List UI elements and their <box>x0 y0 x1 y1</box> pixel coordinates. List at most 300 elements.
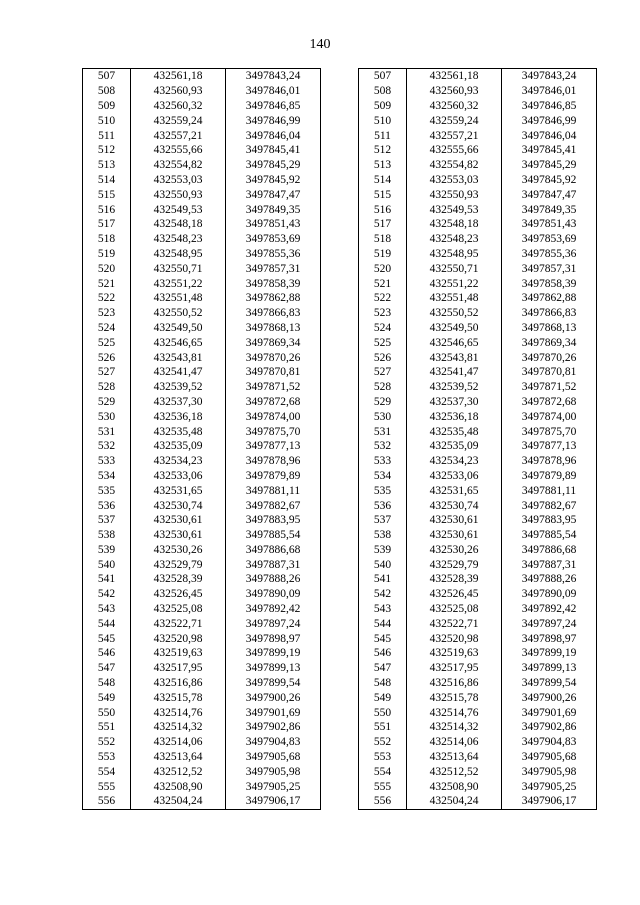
left-point-number-cell: 554 <box>83 764 131 779</box>
left-point-number-cell: 551 <box>83 720 131 735</box>
left-point-number-cell: 513 <box>83 158 131 173</box>
right-point-number-cell: 521 <box>359 276 407 291</box>
right-y-coordinate-cell: 3497845,29 <box>502 158 597 173</box>
left-x-coordinate-cell: 432548,23 <box>131 232 226 247</box>
right-x-coordinate-cell: 432543,81 <box>407 350 502 365</box>
column-gap <box>321 217 359 232</box>
right-x-coordinate-cell: 432534,23 <box>407 454 502 469</box>
right-y-coordinate-cell: 3497885,54 <box>502 528 597 543</box>
right-point-number-cell: 556 <box>359 794 407 809</box>
right-x-coordinate-cell: 432514,06 <box>407 735 502 750</box>
right-x-coordinate-cell: 432530,61 <box>407 513 502 528</box>
right-y-coordinate-cell: 3497899,13 <box>502 661 597 676</box>
right-y-coordinate-cell: 3497862,88 <box>502 291 597 306</box>
right-point-number-cell: 546 <box>359 646 407 661</box>
column-gap <box>321 143 359 158</box>
left-x-coordinate-cell: 432555,66 <box>131 143 226 158</box>
column-gap <box>321 794 359 809</box>
right-point-number-cell: 511 <box>359 128 407 143</box>
right-y-coordinate-cell: 3497868,13 <box>502 321 597 336</box>
left-y-coordinate-cell: 3497845,92 <box>226 173 321 188</box>
right-y-coordinate-cell: 3497883,95 <box>502 513 597 528</box>
left-y-coordinate-cell: 3497906,17 <box>226 794 321 809</box>
table-row <box>83 113 597 128</box>
column-gap <box>321 587 359 602</box>
column-gap <box>321 483 359 498</box>
left-point-number-cell: 539 <box>83 543 131 558</box>
left-x-coordinate-cell: 432550,93 <box>131 187 226 202</box>
right-y-coordinate-cell: 3497899,19 <box>502 646 597 661</box>
right-point-number-cell: 539 <box>359 543 407 558</box>
right-x-coordinate-cell: 432560,32 <box>407 99 502 114</box>
left-point-number-cell: 544 <box>83 616 131 631</box>
column-gap <box>321 439 359 454</box>
right-y-coordinate-cell: 3497870,81 <box>502 365 597 380</box>
column-gap <box>321 187 359 202</box>
left-point-number-cell: 509 <box>83 99 131 114</box>
left-point-number-cell: 512 <box>83 143 131 158</box>
column-gap <box>321 321 359 336</box>
right-x-coordinate-cell: 432548,23 <box>407 232 502 247</box>
right-x-coordinate-cell: 432548,18 <box>407 217 502 232</box>
left-x-coordinate-cell: 432517,95 <box>131 661 226 676</box>
table-row <box>83 128 597 143</box>
right-y-coordinate-cell: 3497858,39 <box>502 276 597 291</box>
left-y-coordinate-cell: 3497887,31 <box>226 557 321 572</box>
right-x-coordinate-cell: 432546,65 <box>407 335 502 350</box>
left-x-coordinate-cell: 432536,18 <box>131 409 226 424</box>
left-y-coordinate-cell: 3497855,36 <box>226 247 321 262</box>
left-x-coordinate-cell: 432530,61 <box>131 513 226 528</box>
right-y-coordinate-cell: 3497886,68 <box>502 543 597 558</box>
column-gap <box>321 247 359 262</box>
table-row <box>83 705 597 720</box>
left-point-number-cell: 529 <box>83 395 131 410</box>
right-x-coordinate-cell: 432515,78 <box>407 690 502 705</box>
table-row <box>83 291 597 306</box>
column-gap <box>321 779 359 794</box>
table-row <box>83 587 597 602</box>
column-gap <box>321 291 359 306</box>
left-point-number-cell: 507 <box>83 69 131 84</box>
right-x-coordinate-cell: 432516,86 <box>407 676 502 691</box>
table-row <box>83 572 597 587</box>
table-row <box>83 661 597 676</box>
left-x-coordinate-cell: 432519,63 <box>131 646 226 661</box>
table-row <box>83 173 597 188</box>
right-x-coordinate-cell: 432548,95 <box>407 247 502 262</box>
table-row <box>83 365 597 380</box>
left-x-coordinate-cell: 432533,06 <box>131 469 226 484</box>
column-gap <box>321 306 359 321</box>
table-row <box>83 646 597 661</box>
right-x-coordinate-cell: 432528,39 <box>407 572 502 587</box>
right-y-coordinate-cell: 3497901,69 <box>502 705 597 720</box>
left-y-coordinate-cell: 3497902,86 <box>226 720 321 735</box>
right-point-number-cell: 549 <box>359 690 407 705</box>
left-x-coordinate-cell: 432514,32 <box>131 720 226 735</box>
left-y-coordinate-cell: 3497901,69 <box>226 705 321 720</box>
table-row <box>83 276 597 291</box>
right-point-number-cell: 520 <box>359 261 407 276</box>
table-row <box>83 543 597 558</box>
left-y-coordinate-cell: 3497904,83 <box>226 735 321 750</box>
left-x-coordinate-cell: 432548,18 <box>131 217 226 232</box>
column-gap <box>321 158 359 173</box>
left-point-number-cell: 516 <box>83 202 131 217</box>
right-y-coordinate-cell: 3497900,26 <box>502 690 597 705</box>
left-point-number-cell: 555 <box>83 779 131 794</box>
right-y-coordinate-cell: 3497874,00 <box>502 409 597 424</box>
left-x-coordinate-cell: 432551,22 <box>131 276 226 291</box>
right-x-coordinate-cell: 432554,82 <box>407 158 502 173</box>
table-row <box>83 720 597 735</box>
table-row <box>83 602 597 617</box>
right-point-number-cell: 527 <box>359 365 407 380</box>
right-x-coordinate-cell: 432549,53 <box>407 202 502 217</box>
right-point-number-cell: 525 <box>359 335 407 350</box>
table-row <box>83 395 597 410</box>
left-x-coordinate-cell: 432512,52 <box>131 764 226 779</box>
column-gap <box>321 661 359 676</box>
left-x-coordinate-cell: 432528,39 <box>131 572 226 587</box>
left-point-number-cell: 514 <box>83 173 131 188</box>
column-gap <box>321 395 359 410</box>
left-y-coordinate-cell: 3497885,54 <box>226 528 321 543</box>
right-y-coordinate-cell: 3497905,25 <box>502 779 597 794</box>
left-x-coordinate-cell: 432550,71 <box>131 261 226 276</box>
left-point-number-cell: 521 <box>83 276 131 291</box>
right-y-coordinate-cell: 3497906,17 <box>502 794 597 809</box>
right-y-coordinate-cell: 3497897,24 <box>502 616 597 631</box>
right-y-coordinate-cell: 3497849,35 <box>502 202 597 217</box>
left-point-number-cell: 537 <box>83 513 131 528</box>
left-y-coordinate-cell: 3497857,31 <box>226 261 321 276</box>
left-y-coordinate-cell: 3497883,95 <box>226 513 321 528</box>
column-gap <box>321 690 359 705</box>
left-point-number-cell: 522 <box>83 291 131 306</box>
column-gap <box>321 424 359 439</box>
table-row <box>83 483 597 498</box>
column-gap <box>321 409 359 424</box>
right-y-coordinate-cell: 3497846,04 <box>502 128 597 143</box>
right-x-coordinate-cell: 432560,93 <box>407 84 502 99</box>
column-gap <box>321 128 359 143</box>
left-x-coordinate-cell: 432516,86 <box>131 676 226 691</box>
table-row <box>83 69 597 84</box>
left-y-coordinate-cell: 3497905,68 <box>226 750 321 765</box>
right-point-number-cell: 516 <box>359 202 407 217</box>
left-point-number-cell: 525 <box>83 335 131 350</box>
right-x-coordinate-cell: 432537,30 <box>407 395 502 410</box>
left-point-number-cell: 528 <box>83 380 131 395</box>
left-y-coordinate-cell: 3497871,52 <box>226 380 321 395</box>
right-y-coordinate-cell: 3497887,31 <box>502 557 597 572</box>
right-point-number-cell: 523 <box>359 306 407 321</box>
right-y-coordinate-cell: 3497899,54 <box>502 676 597 691</box>
left-x-coordinate-cell: 432559,24 <box>131 113 226 128</box>
left-x-coordinate-cell: 432553,03 <box>131 173 226 188</box>
right-x-coordinate-cell: 432526,45 <box>407 587 502 602</box>
left-point-number-cell: 543 <box>83 602 131 617</box>
left-point-number-cell: 531 <box>83 424 131 439</box>
table-row <box>83 439 597 454</box>
right-x-coordinate-cell: 432551,48 <box>407 291 502 306</box>
left-y-coordinate-cell: 3497853,69 <box>226 232 321 247</box>
left-y-coordinate-cell: 3497886,68 <box>226 543 321 558</box>
right-x-coordinate-cell: 432504,24 <box>407 794 502 809</box>
right-point-number-cell: 509 <box>359 99 407 114</box>
left-point-number-cell: 524 <box>83 321 131 336</box>
right-point-number-cell: 552 <box>359 735 407 750</box>
left-x-coordinate-cell: 432520,98 <box>131 631 226 646</box>
table-row <box>83 424 597 439</box>
right-point-number-cell: 518 <box>359 232 407 247</box>
column-gap <box>321 557 359 572</box>
right-x-coordinate-cell: 432529,79 <box>407 557 502 572</box>
column-gap <box>321 528 359 543</box>
table-row <box>83 217 597 232</box>
table-row <box>83 143 597 158</box>
left-point-number-cell: 527 <box>83 365 131 380</box>
table-row <box>83 676 597 691</box>
left-y-coordinate-cell: 3497890,09 <box>226 587 321 602</box>
left-x-coordinate-cell: 432531,65 <box>131 483 226 498</box>
table-row <box>83 335 597 350</box>
right-x-coordinate-cell: 432536,18 <box>407 409 502 424</box>
right-y-coordinate-cell: 3497845,41 <box>502 143 597 158</box>
right-point-number-cell: 508 <box>359 84 407 99</box>
right-y-coordinate-cell: 3497851,43 <box>502 217 597 232</box>
right-x-coordinate-cell: 432519,63 <box>407 646 502 661</box>
left-y-coordinate-cell: 3497858,39 <box>226 276 321 291</box>
left-point-number-cell: 535 <box>83 483 131 498</box>
column-gap <box>321 350 359 365</box>
left-y-coordinate-cell: 3497870,81 <box>226 365 321 380</box>
right-y-coordinate-cell: 3497902,86 <box>502 720 597 735</box>
right-y-coordinate-cell: 3497870,26 <box>502 350 597 365</box>
right-x-coordinate-cell: 432531,65 <box>407 483 502 498</box>
left-y-coordinate-cell: 3497905,25 <box>226 779 321 794</box>
left-point-number-cell: 545 <box>83 631 131 646</box>
right-point-number-cell: 522 <box>359 291 407 306</box>
right-x-coordinate-cell: 432514,32 <box>407 720 502 735</box>
column-gap <box>321 173 359 188</box>
left-y-coordinate-cell: 3497846,85 <box>226 99 321 114</box>
left-y-coordinate-cell: 3497862,88 <box>226 291 321 306</box>
right-y-coordinate-cell: 3497871,52 <box>502 380 597 395</box>
left-point-number-cell: 515 <box>83 187 131 202</box>
right-point-number-cell: 534 <box>359 469 407 484</box>
table-row <box>83 321 597 336</box>
right-x-coordinate-cell: 432520,98 <box>407 631 502 646</box>
left-y-coordinate-cell: 3497905,98 <box>226 764 321 779</box>
right-y-coordinate-cell: 3497890,09 <box>502 587 597 602</box>
left-y-coordinate-cell: 3497866,83 <box>226 306 321 321</box>
right-point-number-cell: 547 <box>359 661 407 676</box>
table-row <box>83 631 597 646</box>
right-x-coordinate-cell: 432517,95 <box>407 661 502 676</box>
right-y-coordinate-cell: 3497866,83 <box>502 306 597 321</box>
right-y-coordinate-cell: 3497875,70 <box>502 424 597 439</box>
right-point-number-cell: 530 <box>359 409 407 424</box>
table-row <box>83 498 597 513</box>
left-y-coordinate-cell: 3497881,11 <box>226 483 321 498</box>
right-point-number-cell: 526 <box>359 350 407 365</box>
left-y-coordinate-cell: 3497899,13 <box>226 661 321 676</box>
column-gap <box>321 261 359 276</box>
left-y-coordinate-cell: 3497846,99 <box>226 113 321 128</box>
right-point-number-cell: 510 <box>359 113 407 128</box>
left-y-coordinate-cell: 3497872,68 <box>226 395 321 410</box>
left-x-coordinate-cell: 432526,45 <box>131 587 226 602</box>
left-x-coordinate-cell: 432508,90 <box>131 779 226 794</box>
column-gap <box>321 335 359 350</box>
right-point-number-cell: 544 <box>359 616 407 631</box>
right-point-number-cell: 514 <box>359 173 407 188</box>
right-point-number-cell: 535 <box>359 483 407 498</box>
column-gap <box>321 676 359 691</box>
left-x-coordinate-cell: 432537,30 <box>131 395 226 410</box>
right-x-coordinate-cell: 432555,66 <box>407 143 502 158</box>
left-x-coordinate-cell: 432530,26 <box>131 543 226 558</box>
right-x-coordinate-cell: 432557,21 <box>407 128 502 143</box>
left-y-coordinate-cell: 3497851,43 <box>226 217 321 232</box>
left-point-number-cell: 540 <box>83 557 131 572</box>
table-row <box>83 557 597 572</box>
table-row <box>83 350 597 365</box>
right-point-number-cell: 545 <box>359 631 407 646</box>
table-row <box>83 187 597 202</box>
column-gap <box>321 543 359 558</box>
right-point-number-cell: 517 <box>359 217 407 232</box>
right-y-coordinate-cell: 3497882,67 <box>502 498 597 513</box>
table-row <box>83 764 597 779</box>
column-gap <box>321 750 359 765</box>
table-row <box>83 158 597 173</box>
right-y-coordinate-cell: 3497869,34 <box>502 335 597 350</box>
column-gap <box>321 113 359 128</box>
left-x-coordinate-cell: 432560,93 <box>131 84 226 99</box>
right-point-number-cell: 540 <box>359 557 407 572</box>
left-x-coordinate-cell: 432557,21 <box>131 128 226 143</box>
right-point-number-cell: 512 <box>359 143 407 158</box>
table-row <box>83 513 597 528</box>
right-y-coordinate-cell: 3497877,13 <box>502 439 597 454</box>
left-y-coordinate-cell: 3497846,04 <box>226 128 321 143</box>
right-y-coordinate-cell: 3497846,01 <box>502 84 597 99</box>
right-x-coordinate-cell: 432514,76 <box>407 705 502 720</box>
left-y-coordinate-cell: 3497845,41 <box>226 143 321 158</box>
left-y-coordinate-cell: 3497899,19 <box>226 646 321 661</box>
left-point-number-cell: 547 <box>83 661 131 676</box>
left-point-number-cell: 533 <box>83 454 131 469</box>
right-y-coordinate-cell: 3497905,68 <box>502 750 597 765</box>
right-x-coordinate-cell: 432550,93 <box>407 187 502 202</box>
left-point-number-cell: 538 <box>83 528 131 543</box>
right-point-number-cell: 529 <box>359 395 407 410</box>
left-x-coordinate-cell: 432530,74 <box>131 498 226 513</box>
left-y-coordinate-cell: 3497897,24 <box>226 616 321 631</box>
column-gap <box>321 498 359 513</box>
left-y-coordinate-cell: 3497869,34 <box>226 335 321 350</box>
column-gap <box>321 735 359 750</box>
column-gap <box>321 276 359 291</box>
right-point-number-cell: 507 <box>359 69 407 84</box>
right-x-coordinate-cell: 432559,24 <box>407 113 502 128</box>
left-point-number-cell: 520 <box>83 261 131 276</box>
right-point-number-cell: 551 <box>359 720 407 735</box>
table-row <box>83 261 597 276</box>
left-x-coordinate-cell: 432548,95 <box>131 247 226 262</box>
right-y-coordinate-cell: 3497855,36 <box>502 247 597 262</box>
left-point-number-cell: 530 <box>83 409 131 424</box>
table-row <box>83 380 597 395</box>
left-x-coordinate-cell: 432514,76 <box>131 705 226 720</box>
left-x-coordinate-cell: 432551,48 <box>131 291 226 306</box>
right-point-number-cell: 532 <box>359 439 407 454</box>
right-point-number-cell: 524 <box>359 321 407 336</box>
right-y-coordinate-cell: 3497878,96 <box>502 454 597 469</box>
table-row <box>83 306 597 321</box>
left-x-coordinate-cell: 432513,64 <box>131 750 226 765</box>
table-row <box>83 735 597 750</box>
column-gap <box>321 616 359 631</box>
left-point-number-cell: 532 <box>83 439 131 454</box>
right-x-coordinate-cell: 432530,74 <box>407 498 502 513</box>
left-point-number-cell: 510 <box>83 113 131 128</box>
table-row <box>83 409 597 424</box>
right-point-number-cell: 528 <box>359 380 407 395</box>
table-row <box>83 247 597 262</box>
right-x-coordinate-cell: 432553,03 <box>407 173 502 188</box>
left-x-coordinate-cell: 432546,65 <box>131 335 226 350</box>
right-x-coordinate-cell: 432535,09 <box>407 439 502 454</box>
left-x-coordinate-cell: 432504,24 <box>131 794 226 809</box>
right-point-number-cell: 543 <box>359 602 407 617</box>
table-row <box>83 616 597 631</box>
right-x-coordinate-cell: 432550,71 <box>407 261 502 276</box>
left-y-coordinate-cell: 3497898,97 <box>226 631 321 646</box>
left-x-coordinate-cell: 432514,06 <box>131 735 226 750</box>
table-row <box>83 794 597 809</box>
left-y-coordinate-cell: 3497875,70 <box>226 424 321 439</box>
table-row <box>83 528 597 543</box>
column-gap <box>321 99 359 114</box>
left-point-number-cell: 518 <box>83 232 131 247</box>
left-x-coordinate-cell: 432560,32 <box>131 99 226 114</box>
column-gap <box>321 454 359 469</box>
right-point-number-cell: 536 <box>359 498 407 513</box>
right-x-coordinate-cell: 432550,52 <box>407 306 502 321</box>
right-y-coordinate-cell: 3497857,31 <box>502 261 597 276</box>
left-x-coordinate-cell: 432535,09 <box>131 439 226 454</box>
left-point-number-cell: 552 <box>83 735 131 750</box>
right-x-coordinate-cell: 432522,71 <box>407 616 502 631</box>
left-y-coordinate-cell: 3497849,35 <box>226 202 321 217</box>
right-y-coordinate-cell: 3497881,11 <box>502 483 597 498</box>
left-x-coordinate-cell: 432522,71 <box>131 616 226 631</box>
column-gap <box>321 572 359 587</box>
right-point-number-cell: 519 <box>359 247 407 262</box>
left-x-coordinate-cell: 432549,53 <box>131 202 226 217</box>
left-y-coordinate-cell: 3497874,00 <box>226 409 321 424</box>
left-x-coordinate-cell: 432525,08 <box>131 602 226 617</box>
column-gap <box>321 84 359 99</box>
left-y-coordinate-cell: 3497878,96 <box>226 454 321 469</box>
left-y-coordinate-cell: 3497892,42 <box>226 602 321 617</box>
right-x-coordinate-cell: 432513,64 <box>407 750 502 765</box>
